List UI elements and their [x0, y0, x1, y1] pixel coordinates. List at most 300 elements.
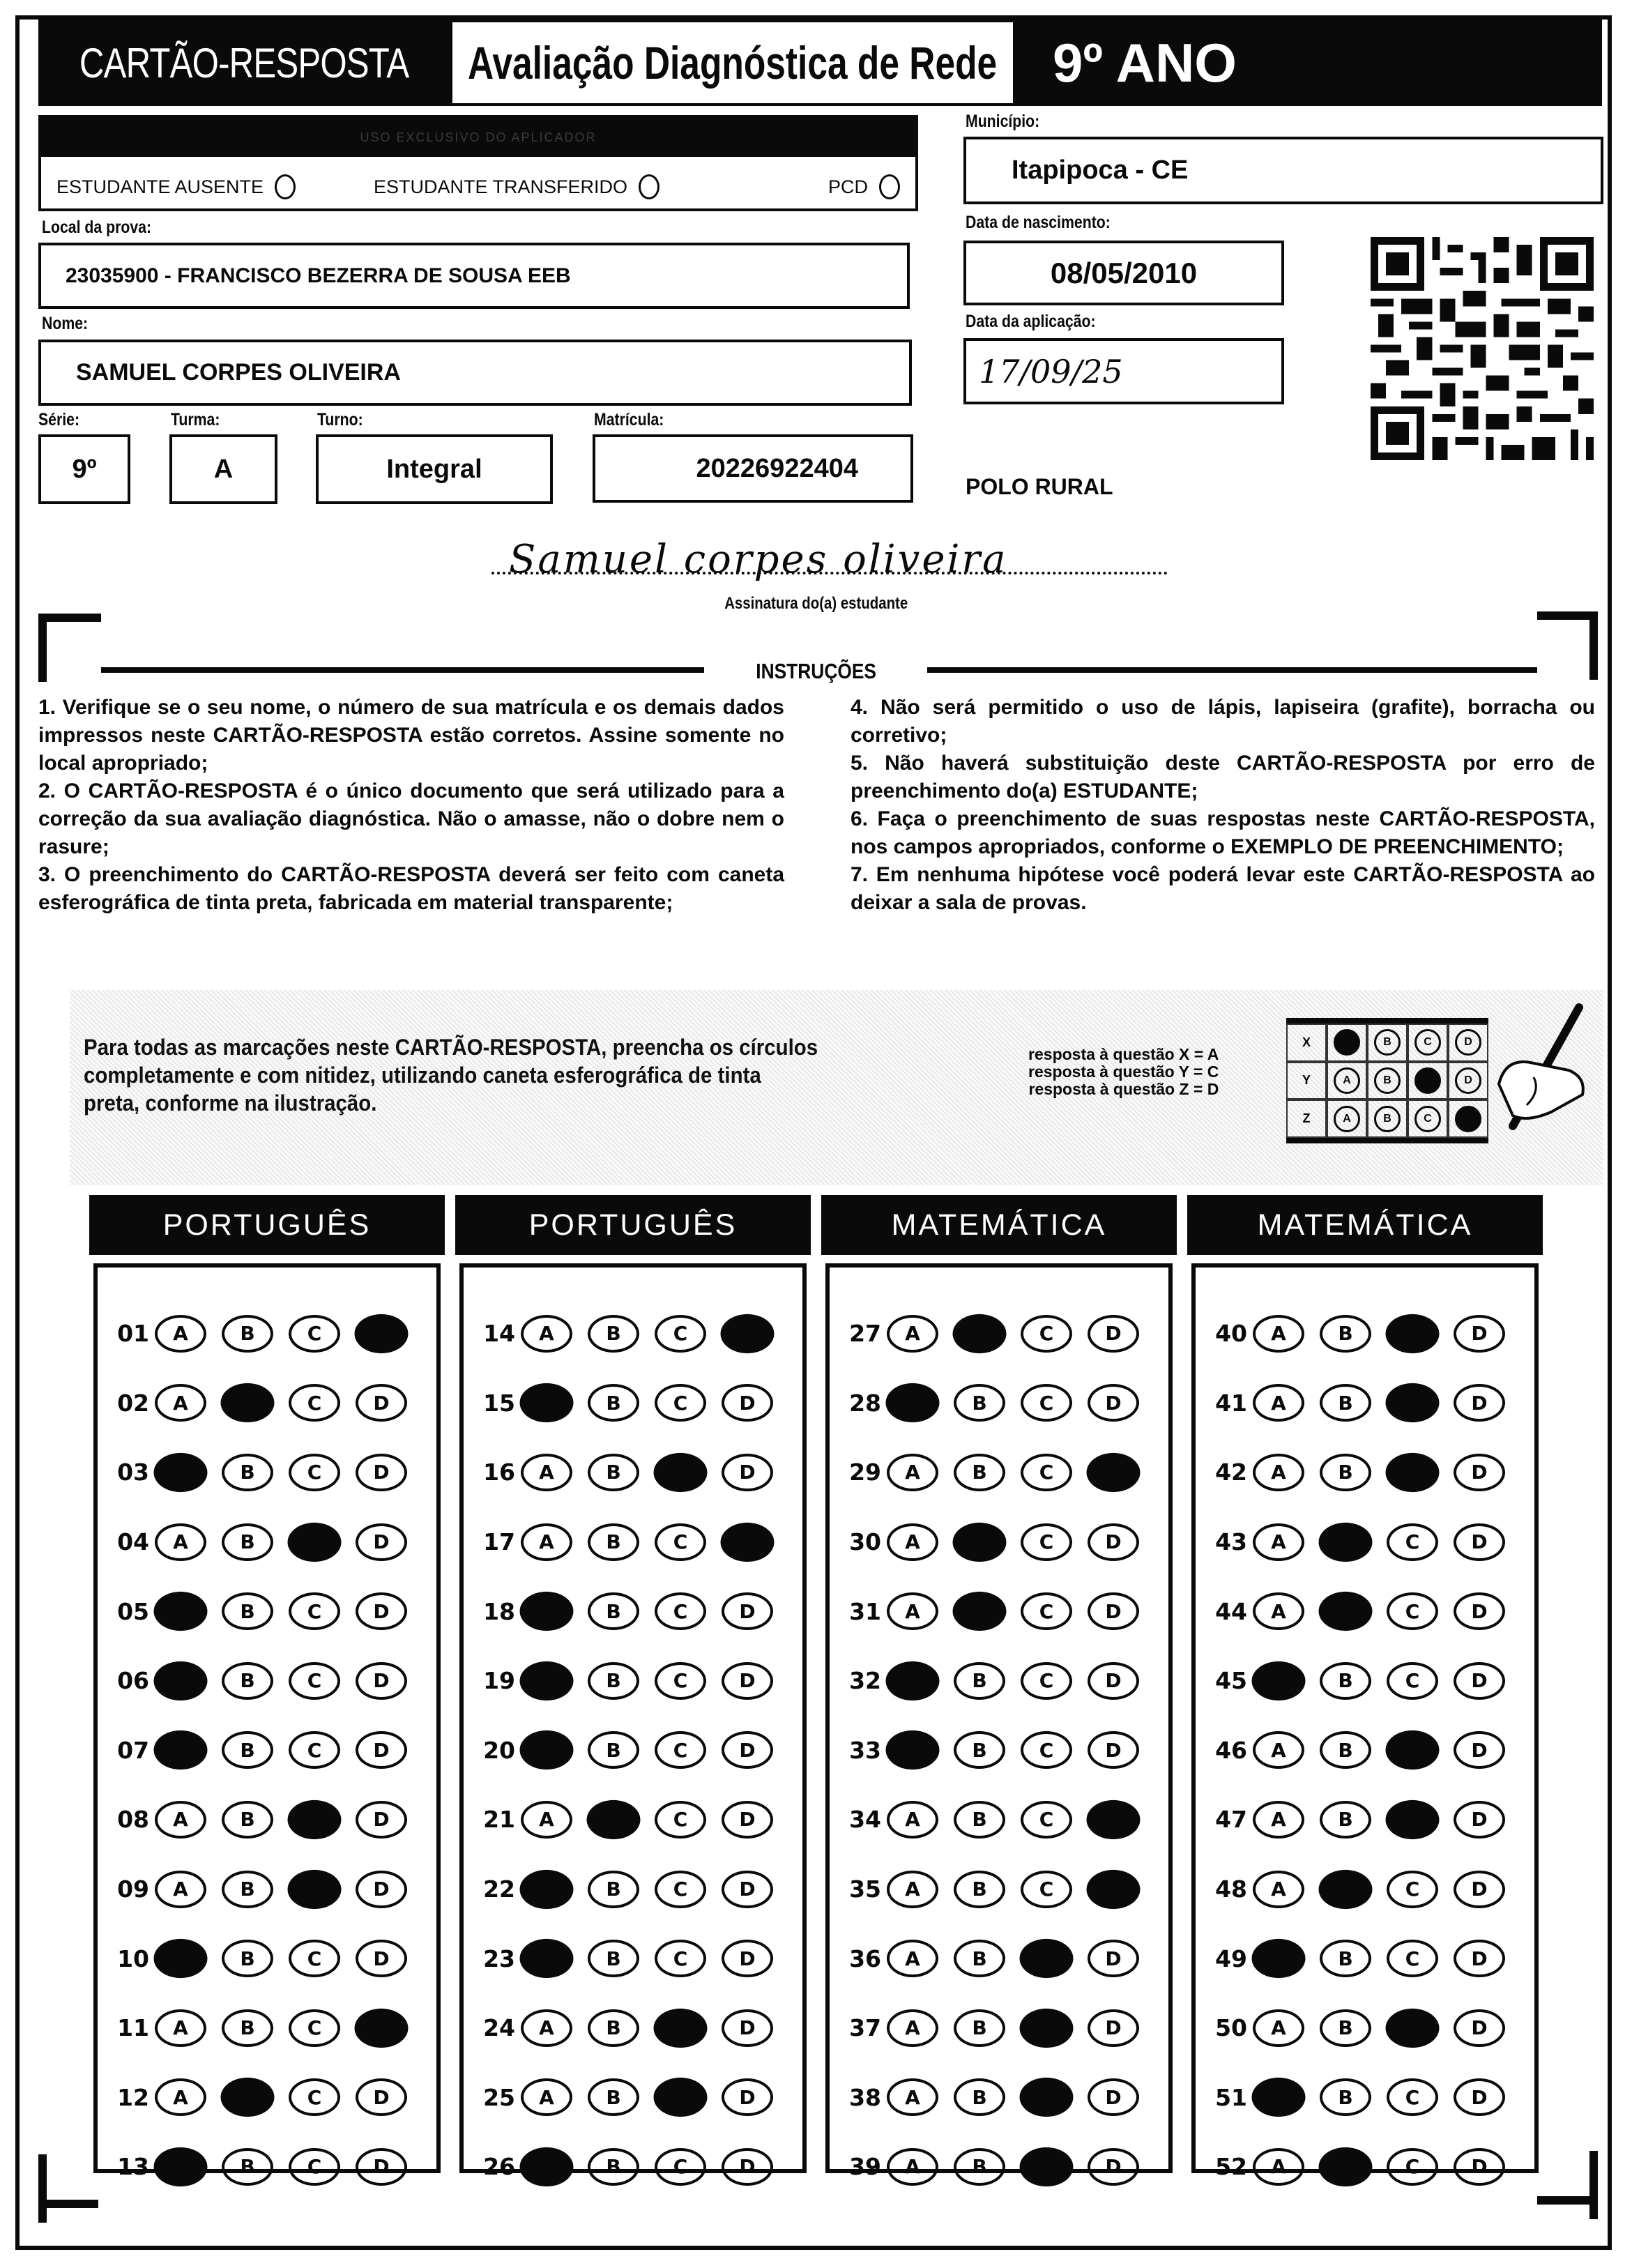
bubble-b[interactable]: B	[222, 1662, 273, 1700]
absent-radio[interactable]	[275, 174, 296, 199]
question-row	[464, 2132, 802, 2202]
bubble-d[interactable]: D	[1454, 1731, 1505, 1769]
question-number: 27	[849, 1320, 881, 1348]
bubble-d[interactable]: D	[1088, 2148, 1139, 2186]
bubble-a[interactable]: A	[155, 1871, 206, 1908]
bubble-b-filled[interactable]	[221, 1383, 275, 1422]
bubble-d[interactable]: D	[722, 1384, 773, 1422]
bubble-b[interactable]: B	[1320, 1454, 1371, 1491]
bubble-d-filled[interactable]	[355, 2009, 409, 2048]
bubble-c[interactable]: C	[1021, 1801, 1072, 1839]
bubble-c[interactable]: C	[655, 1731, 706, 1769]
bubble-c[interactable]: C	[289, 1592, 340, 1630]
question-number: 14	[483, 1320, 515, 1348]
bubble-d[interactable]: D	[1088, 1523, 1139, 1561]
bubble-b-filled[interactable]	[953, 1592, 1007, 1631]
bubble-b[interactable]: B	[588, 1940, 639, 1977]
bubble-b[interactable]: B	[588, 1315, 639, 1353]
bubble-b[interactable]: B	[588, 1523, 639, 1561]
corner-bracket-br	[1589, 2151, 1598, 2219]
bubble-d[interactable]: D	[722, 1731, 773, 1769]
applicator-box	[38, 115, 918, 211]
bubble-d[interactable]: D	[722, 1801, 773, 1839]
bubble-c[interactable]: C	[1387, 1592, 1438, 1630]
example-bubble-filled	[1334, 1029, 1360, 1056]
bubble-c-filled[interactable]	[288, 1800, 342, 1839]
bubble-b[interactable]: B	[588, 1454, 639, 1491]
bubble-c-filled[interactable]	[1020, 2078, 1074, 2117]
bubble-d[interactable]: D	[356, 1871, 407, 1908]
turma-label: Turma:	[171, 410, 220, 429]
transferred-radio[interactable]	[639, 174, 659, 199]
question-number: 37	[849, 2014, 881, 2042]
bubble-b[interactable]: B	[222, 1315, 273, 1353]
bubble-d[interactable]: D	[1088, 1384, 1139, 1422]
bubble-b[interactable]: B	[954, 1662, 1005, 1700]
bubble-d[interactable]: D	[722, 2078, 773, 2116]
instructions-left	[38, 694, 784, 917]
bubble-a[interactable]: A	[521, 2078, 572, 2116]
bubble-a[interactable]: A	[1253, 1523, 1304, 1561]
bubble-c[interactable]: C	[289, 1662, 340, 1700]
question-number: 16	[483, 1459, 515, 1486]
bubble-a[interactable]: A	[1253, 2148, 1304, 2186]
bubble-a-filled[interactable]	[520, 1939, 574, 1978]
bubble-c[interactable]: C	[655, 1523, 706, 1561]
question-row	[830, 1993, 1168, 2063]
question-number: 24	[483, 2014, 515, 2042]
bubble-a[interactable]: A	[521, 1801, 572, 1839]
bubble-d[interactable]: D	[1088, 2078, 1139, 2116]
bubble-c[interactable]: C	[1387, 1523, 1438, 1561]
bubble-a[interactable]: A	[887, 1454, 938, 1491]
bubble-d[interactable]: D	[1454, 1801, 1505, 1839]
bubble-a[interactable]: A	[521, 2009, 572, 2047]
bubble-d[interactable]: D	[356, 1592, 407, 1630]
bubble-c-filled[interactable]	[1386, 1800, 1440, 1839]
bubble-b-filled[interactable]	[587, 1800, 641, 1839]
example-cell	[1448, 1099, 1488, 1138]
signature-line[interactable]	[491, 572, 1168, 574]
option-transferred[interactable]: ESTUDANTE TRANSFERIDO	[374, 174, 659, 199]
bubble-c[interactable]: C	[1021, 1523, 1072, 1561]
bubble-c-filled[interactable]	[654, 1453, 708, 1492]
bubble-a-filled[interactable]	[520, 1592, 574, 1631]
bubble-d-filled[interactable]	[721, 1314, 775, 1353]
bubble-b[interactable]: B	[588, 1662, 639, 1700]
question-number: 35	[849, 1875, 881, 1903]
bubble-c-filled[interactable]	[1020, 2147, 1074, 2186]
bubble-d[interactable]: D	[1454, 1454, 1505, 1491]
example-question-label: Z	[1286, 1099, 1327, 1138]
example-bubble: B	[1374, 1106, 1401, 1132]
bubble-d[interactable]: D	[1454, 1871, 1505, 1908]
instruction-6: 6. Faça o preenchimento de suas respostas neste CARTÃO-RESPOSTA, nos campos apropriados, conforme o EXEMPLO DE PREENCHIMENTO;	[851, 807, 1595, 858]
bubble-a-filled[interactable]	[154, 1939, 208, 1978]
bubble-c-filled[interactable]	[1020, 1939, 1074, 1978]
question-row	[98, 1438, 436, 1507]
bubble-c-filled[interactable]	[654, 2078, 708, 2117]
question-number: 43	[1215, 1528, 1247, 1556]
question-number: 10	[117, 1944, 149, 1972]
bubble-a-filled[interactable]	[154, 1592, 208, 1631]
bubble-c[interactable]: C	[655, 2148, 706, 2186]
bubble-c[interactable]: C	[1021, 1384, 1072, 1422]
bubble-b-filled[interactable]	[221, 2078, 275, 2117]
bubble-a-filled[interactable]	[520, 1661, 574, 1700]
question-number: 36	[849, 1944, 881, 1972]
bubble-c[interactable]: C	[655, 1871, 706, 1908]
bubble-a-filled[interactable]	[520, 2147, 574, 2186]
bubble-b[interactable]: B	[954, 2078, 1005, 2116]
bubble-d[interactable]: D	[1088, 1315, 1139, 1353]
bubble-a[interactable]: A	[1253, 1801, 1304, 1839]
bubble-d[interactable]: D	[722, 1662, 773, 1700]
bubble-c-filled[interactable]	[654, 2009, 708, 2048]
bubble-c[interactable]: C	[1021, 1871, 1072, 1908]
bubble-c[interactable]: C	[1021, 1662, 1072, 1700]
question-number: 48	[1215, 1875, 1247, 1903]
bubble-b[interactable]: B	[954, 2148, 1005, 2186]
question-row	[464, 1576, 802, 1646]
example-cell	[1408, 1062, 1448, 1100]
question-number: 31	[849, 1597, 881, 1625]
bubble-d[interactable]: D	[1454, 2078, 1505, 2116]
bubble-c-filled[interactable]	[1386, 1730, 1440, 1770]
bubble-c[interactable]: C	[289, 1315, 340, 1353]
bubble-d[interactable]: D	[356, 1731, 407, 1769]
bubble-b-filled[interactable]	[953, 1522, 1007, 1561]
matricula-label: Matrícula:	[594, 410, 664, 429]
bubble-d[interactable]: D	[356, 1940, 407, 1977]
bubble-d[interactable]: D	[722, 1871, 773, 1908]
applicator-strip: USO EXCLUSIVO DO APLICADOR	[41, 118, 915, 157]
turma-field: A	[169, 434, 277, 504]
question-row	[464, 1855, 802, 1924]
matricula-field: 20226922404	[593, 434, 913, 503]
bubble-c-filled[interactable]	[1386, 2009, 1440, 2048]
bubble-d[interactable]: D	[722, 2148, 773, 2186]
example-bubble-filled	[1455, 1106, 1481, 1132]
question-number: 44	[1215, 1597, 1247, 1625]
bubble-c[interactable]: C	[1387, 1662, 1438, 1700]
local-field: 23035900 - FRANCISCO BEZERRA DE SOUSA EEB	[38, 243, 910, 309]
bubble-c-filled[interactable]	[1020, 2009, 1074, 2048]
bubble-c[interactable]: C	[289, 1454, 340, 1491]
bubble-d[interactable]: D	[1454, 1523, 1505, 1561]
bubble-a-filled[interactable]	[520, 1869, 574, 1908]
bubble-b[interactable]: B	[954, 1454, 1005, 1491]
question-row	[830, 1646, 1168, 1716]
question-row	[1196, 1716, 1534, 1786]
question-row	[830, 1716, 1168, 1786]
bubble-d[interactable]: D	[356, 1801, 407, 1839]
bubble-c[interactable]: C	[1021, 1731, 1072, 1769]
bubble-c[interactable]: C	[1387, 2148, 1438, 2186]
bubble-a-filled[interactable]	[886, 1730, 940, 1770]
bubble-c[interactable]: C	[655, 1662, 706, 1700]
question-number: 39	[849, 2153, 881, 2181]
bubble-d[interactable]: D	[1454, 2009, 1505, 2047]
question-number: 52	[1215, 2153, 1247, 2181]
bubble-c-filled[interactable]	[288, 1869, 342, 1908]
bubble-b[interactable]: B	[588, 2148, 639, 2186]
bubble-b[interactable]: B	[588, 1592, 639, 1630]
bubble-a-filled[interactable]	[1252, 1939, 1306, 1978]
bubble-a-filled[interactable]	[154, 1453, 208, 1492]
example-bubble: B	[1374, 1029, 1401, 1056]
question-row	[830, 1507, 1168, 1577]
bubble-c[interactable]: C	[655, 1592, 706, 1630]
bubble-b[interactable]: B	[222, 1592, 273, 1630]
card-label: CARTÃO-RESPOSTA	[38, 20, 450, 106]
bubble-a[interactable]: A	[155, 1801, 206, 1839]
bubble-b[interactable]: B	[222, 1801, 273, 1839]
bubble-d[interactable]: D	[1088, 1731, 1139, 1769]
bubble-b[interactable]: B	[588, 1731, 639, 1769]
bubble-b[interactable]: B	[222, 1731, 273, 1769]
bubble-a[interactable]: A	[1253, 2009, 1304, 2047]
bubble-b[interactable]: B	[588, 2078, 639, 2116]
bubble-b[interactable]: B	[1320, 1731, 1371, 1769]
question-number: 25	[483, 2083, 515, 2111]
bubble-d[interactable]: D	[1088, 1592, 1139, 1630]
answer-grid-3	[825, 1263, 1173, 2181]
question-row	[1196, 2063, 1534, 2133]
bubble-d[interactable]: D	[722, 1940, 773, 1977]
example-cell	[1408, 1099, 1448, 1138]
instructions-right	[851, 694, 1595, 917]
bubble-a[interactable]: A	[1253, 1384, 1304, 1422]
example-grid	[1286, 1018, 1488, 1143]
bubble-c[interactable]: C	[289, 2078, 340, 2116]
question-number: 32	[849, 1667, 881, 1695]
example-bubble: C	[1414, 1029, 1441, 1056]
bubble-c[interactable]: C	[1021, 1315, 1072, 1353]
bubble-d[interactable]: D	[1088, 1662, 1139, 1700]
bubble-a[interactable]: A	[1253, 1731, 1304, 1769]
question-number: 11	[117, 2014, 149, 2042]
bubble-a[interactable]: A	[887, 2078, 938, 2116]
bubble-d[interactable]: D	[356, 2148, 407, 2186]
bubble-c[interactable]: C	[289, 2148, 340, 2186]
turno-field: Integral	[316, 434, 553, 504]
question-row	[98, 1855, 436, 1924]
bubble-b-filled[interactable]	[1319, 1869, 1373, 1908]
bubble-a[interactable]: A	[887, 1940, 938, 1977]
bubble-b[interactable]: B	[954, 1731, 1005, 1769]
bubble-a[interactable]: A	[887, 1592, 938, 1630]
bubble-d-filled[interactable]	[1087, 1453, 1141, 1492]
bubble-b[interactable]: B	[222, 1871, 273, 1908]
question-row	[98, 1369, 436, 1438]
question-row	[1196, 1369, 1534, 1438]
bubble-a[interactable]: A	[887, 1801, 938, 1839]
question-row	[98, 1716, 436, 1786]
bubble-c[interactable]: C	[289, 1384, 340, 1422]
bubble-a-filled[interactable]	[886, 1383, 940, 1422]
bubble-c-filled[interactable]	[1386, 1383, 1440, 1422]
bubble-d[interactable]: D	[1454, 2148, 1505, 2186]
bubble-b[interactable]: B	[1320, 1315, 1371, 1353]
bubble-b[interactable]: B	[954, 2009, 1005, 2047]
question-row	[1196, 1855, 1534, 1924]
option-absent[interactable]: ESTUDANTE AUSENTE	[56, 174, 296, 199]
example-legend: resposta à questão X = A resposta à questão Y = C resposta à questão Z = D	[1028, 1045, 1219, 1098]
nome-label: Nome:	[42, 314, 89, 333]
bubble-d[interactable]: D	[722, 1592, 773, 1630]
bubble-a[interactable]: A	[887, 1523, 938, 1561]
bubble-a[interactable]: A	[155, 1384, 206, 1422]
bubble-d[interactable]: D	[356, 1662, 407, 1700]
bubble-b[interactable]: B	[588, 2009, 639, 2047]
bubble-b[interactable]: B	[222, 1523, 273, 1561]
bubble-c[interactable]: C	[289, 2009, 340, 2047]
question-number: 42	[1215, 1459, 1247, 1486]
bubble-a[interactable]: A	[887, 2009, 938, 2047]
bubble-a[interactable]: A	[521, 1523, 572, 1561]
bubble-d[interactable]: D	[356, 1384, 407, 1422]
example-bubble-filled	[1414, 1067, 1441, 1094]
bubble-a-filled[interactable]	[886, 1661, 940, 1700]
question-row	[464, 1646, 802, 1716]
bubble-d[interactable]: D	[356, 1523, 407, 1561]
bubble-a[interactable]: A	[155, 2009, 206, 2047]
bubble-c[interactable]: C	[1387, 2078, 1438, 2116]
bubble-d[interactable]: D	[1454, 1662, 1505, 1700]
example-bubble: C	[1414, 1106, 1441, 1132]
bubble-c[interactable]: C	[1387, 1871, 1438, 1908]
bubble-b[interactable]: B	[222, 1940, 273, 1977]
bubble-c[interactable]: C	[655, 1801, 706, 1839]
bubble-a-filled[interactable]	[154, 2147, 208, 2186]
question-row	[830, 1855, 1168, 1924]
question-row	[98, 1646, 436, 1716]
bubble-b[interactable]: B	[954, 1801, 1005, 1839]
bubble-c[interactable]: C	[289, 1940, 340, 1977]
bubble-d[interactable]: D	[722, 1454, 773, 1491]
question-number: 51	[1215, 2083, 1247, 2111]
example-bubble: B	[1374, 1067, 1401, 1094]
bubble-c[interactable]: C	[655, 1940, 706, 1977]
bubble-d-filled[interactable]	[721, 1522, 775, 1561]
bubble-d[interactable]: D	[1088, 2009, 1139, 2047]
bubble-a-filled[interactable]	[520, 1383, 574, 1422]
bubble-a[interactable]: A	[1253, 1592, 1304, 1630]
question-row	[1196, 1993, 1534, 2063]
bubble-d[interactable]: D	[722, 2009, 773, 2047]
bubble-d[interactable]: D	[1454, 1940, 1505, 1977]
bubble-c[interactable]: C	[1021, 1592, 1072, 1630]
bubble-a[interactable]: A	[155, 1315, 206, 1353]
bubble-a[interactable]: A	[1253, 1454, 1304, 1491]
bubble-b[interactable]: B	[1320, 1384, 1371, 1422]
bubble-a-filled[interactable]	[1252, 2078, 1306, 2117]
bubble-b-filled[interactable]	[953, 1314, 1007, 1353]
bubble-b-filled[interactable]	[1319, 1522, 1373, 1561]
subject-header-2: PORTUGUÊS	[455, 1195, 811, 1255]
bubble-a[interactable]: A	[155, 2078, 206, 2116]
bubble-b-filled[interactable]	[1319, 2147, 1373, 2186]
bubble-b[interactable]: B	[222, 1454, 273, 1491]
bubble-b[interactable]: B	[1320, 1662, 1371, 1700]
bubble-b[interactable]: B	[588, 1384, 639, 1422]
question-row	[464, 2063, 802, 2133]
bubble-a[interactable]: A	[155, 1523, 206, 1561]
bubble-d[interactable]: D	[1088, 1940, 1139, 1977]
instruction-3: 3. O preenchimento do CARTÃO-RESPOSTA deverá ser feito com caneta esferográfica de tinta preta, fabricada em material transparente;	[38, 863, 784, 914]
bubble-d[interactable]: D	[1454, 1384, 1505, 1422]
bubble-a[interactable]: A	[1253, 1871, 1304, 1908]
question-row	[98, 2132, 436, 2202]
bubble-d[interactable]: D	[356, 1454, 407, 1491]
bubble-b[interactable]: B	[954, 1871, 1005, 1908]
bubble-c-filled[interactable]	[288, 1522, 342, 1561]
bubble-a[interactable]: A	[887, 1871, 938, 1908]
question-row	[464, 1299, 802, 1369]
bubble-b[interactable]: B	[954, 1940, 1005, 1977]
question-number: 01	[117, 1320, 149, 1348]
bubble-a[interactable]: A	[521, 1454, 572, 1491]
question-number: 02	[117, 1389, 149, 1417]
bubble-d-filled[interactable]	[355, 1314, 409, 1353]
bubble-c-filled[interactable]	[1386, 1314, 1440, 1353]
bubble-d-filled[interactable]	[1087, 1869, 1141, 1908]
bubble-d[interactable]: D	[356, 2078, 407, 2116]
question-number: 03	[117, 1459, 149, 1486]
bubble-a[interactable]: A	[887, 1315, 938, 1353]
bubble-a-filled[interactable]	[154, 1730, 208, 1770]
bubble-b[interactable]: B	[1320, 1940, 1371, 1977]
question-number: 26	[483, 2153, 515, 2181]
bubble-b[interactable]: B	[588, 1871, 639, 1908]
bubble-b[interactable]: B	[1320, 2078, 1371, 2116]
bubble-c[interactable]: C	[289, 1731, 340, 1769]
corner-bracket-br-h	[1537, 2196, 1598, 2205]
bubble-c[interactable]: C	[655, 1315, 706, 1353]
bubble-d-filled[interactable]	[1087, 1800, 1141, 1839]
bubble-a-filled[interactable]	[154, 1661, 208, 1700]
nascimento-label: Data de nascimento:	[966, 213, 1111, 232]
hand-pen-icon	[1485, 1000, 1589, 1140]
bubble-b[interactable]: B	[222, 2009, 273, 2047]
bubble-b[interactable]: B	[222, 2148, 273, 2186]
bubble-c[interactable]: C	[655, 1384, 706, 1422]
example-cell	[1367, 1099, 1408, 1138]
bubble-d[interactable]: D	[1454, 1315, 1505, 1353]
bubble-b[interactable]: B	[1320, 2009, 1371, 2047]
bubble-b[interactable]: B	[1320, 1801, 1371, 1839]
question-number: 15	[483, 1389, 515, 1417]
bubble-b[interactable]: B	[954, 1384, 1005, 1422]
option-pcd[interactable]: PCD	[828, 174, 900, 199]
bubble-c[interactable]: C	[1021, 1454, 1072, 1491]
bubble-a[interactable]: A	[521, 1315, 572, 1353]
question-row	[1196, 1785, 1534, 1855]
bubble-b-filled[interactable]	[1319, 1592, 1373, 1631]
pcd-radio[interactable]	[879, 174, 900, 199]
bubble-a-filled[interactable]	[1252, 1661, 1306, 1700]
bubble-a-filled[interactable]	[520, 1730, 574, 1770]
bubble-a[interactable]: A	[887, 2148, 938, 2186]
bubble-d[interactable]: D	[1454, 1592, 1505, 1630]
question-number: 50	[1215, 2014, 1247, 2042]
bubble-c-filled[interactable]	[1386, 1453, 1440, 1492]
corner-bracket-tr-h	[1537, 611, 1598, 620]
bubble-c[interactable]: C	[1387, 1940, 1438, 1977]
corner-bracket-bl	[38, 2154, 47, 2223]
bubble-a[interactable]: A	[1253, 1315, 1304, 1353]
